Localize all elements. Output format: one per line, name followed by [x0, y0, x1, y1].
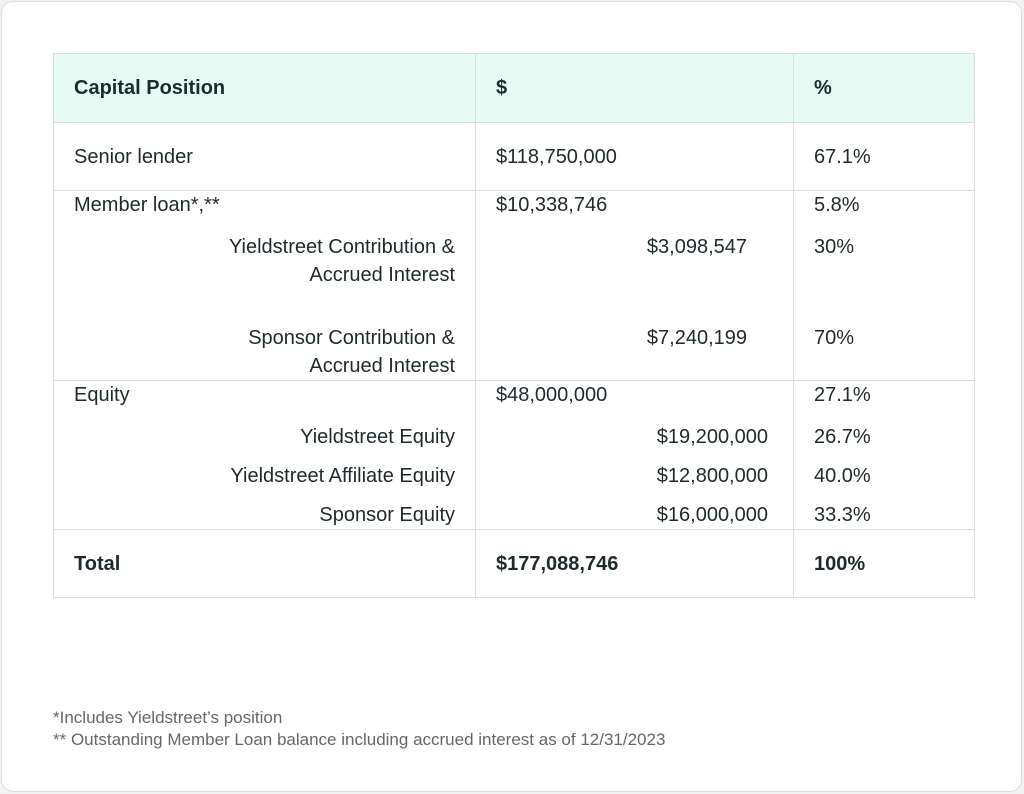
table-header-row [54, 54, 975, 123]
member-sub-percent-yieldstreet: 30% [814, 236, 855, 258]
member-sub-amount-sponsor: $7,240,199 [646, 327, 747, 349]
equity-sub-amount-affiliate: $12,800,000 [656, 465, 768, 487]
equity-sub-percent-sponsor: 33.3% [814, 504, 871, 526]
header-percent: % [794, 54, 975, 123]
table-row-senior-lender [54, 123, 975, 191]
equity-percent: 27.1% [814, 384, 871, 406]
equity-sub-label-affiliate: Yieldstreet Affiliate Equity [230, 465, 455, 487]
member-loan-label-cell [54, 191, 476, 381]
member-loan-amount: $10,338,746 [496, 194, 608, 216]
member-sub-label-sponsor: Sponsor Contribution & Accrued Interest [248, 327, 455, 377]
senior-lender-percent: 67.1% [794, 123, 975, 191]
capital-position-card [1, 1, 1022, 792]
table-row-equity [54, 381, 975, 530]
equity-sub-percent-affiliate: 40.0% [814, 465, 871, 487]
member-sub-label-yieldstreet: Yieldstreet Contribution & Accrued Interest [228, 236, 455, 286]
table-row-member-loan [54, 191, 975, 381]
capital-position-table [53, 53, 975, 598]
total-percent: 100% [794, 530, 975, 598]
senior-lender-amount: $118,750,000 [476, 123, 794, 191]
equity-sub-amount-sponsor: $16,000,000 [656, 504, 768, 526]
member-loan-percent: 5.8% [814, 194, 860, 216]
member-loan-amount-cell [476, 191, 794, 381]
footnotes [53, 707, 665, 751]
equity-sub-label-sponsor: Sponsor Equity [319, 504, 455, 526]
equity-label: Equity [74, 384, 130, 406]
header-amount: $ [476, 54, 794, 123]
equity-label-cell [54, 381, 476, 530]
member-loan-label: Member loan*,** [74, 194, 220, 216]
member-sub-percent-sponsor: 70% [814, 327, 855, 349]
equity-amount: $48,000,000 [496, 384, 608, 406]
member-loan-percent-cell [794, 191, 975, 381]
total-amount: $177,088,746 [476, 530, 794, 598]
senior-lender-label: Senior lender [54, 123, 476, 191]
equity-percent-cell [794, 381, 975, 530]
table-row-total [54, 530, 975, 598]
total-label: Total [54, 530, 476, 598]
equity-sub-amount-yieldstreet: $19,200,000 [656, 426, 768, 448]
equity-sub-percent-yieldstreet: 26.7% [814, 426, 871, 448]
footnote-2: ** Outstanding Member Loan balance including accrued interest as of 12/31/2023 [53, 730, 666, 749]
equity-sub-label-yieldstreet: Yieldstreet Equity [300, 426, 455, 448]
equity-amount-cell [476, 381, 794, 530]
member-sub-amount-yieldstreet: $3,098,547 [646, 236, 747, 258]
header-capital-position: Capital Position [54, 54, 476, 123]
footnote-1: *Includes Yieldstreet’s position [53, 708, 283, 727]
